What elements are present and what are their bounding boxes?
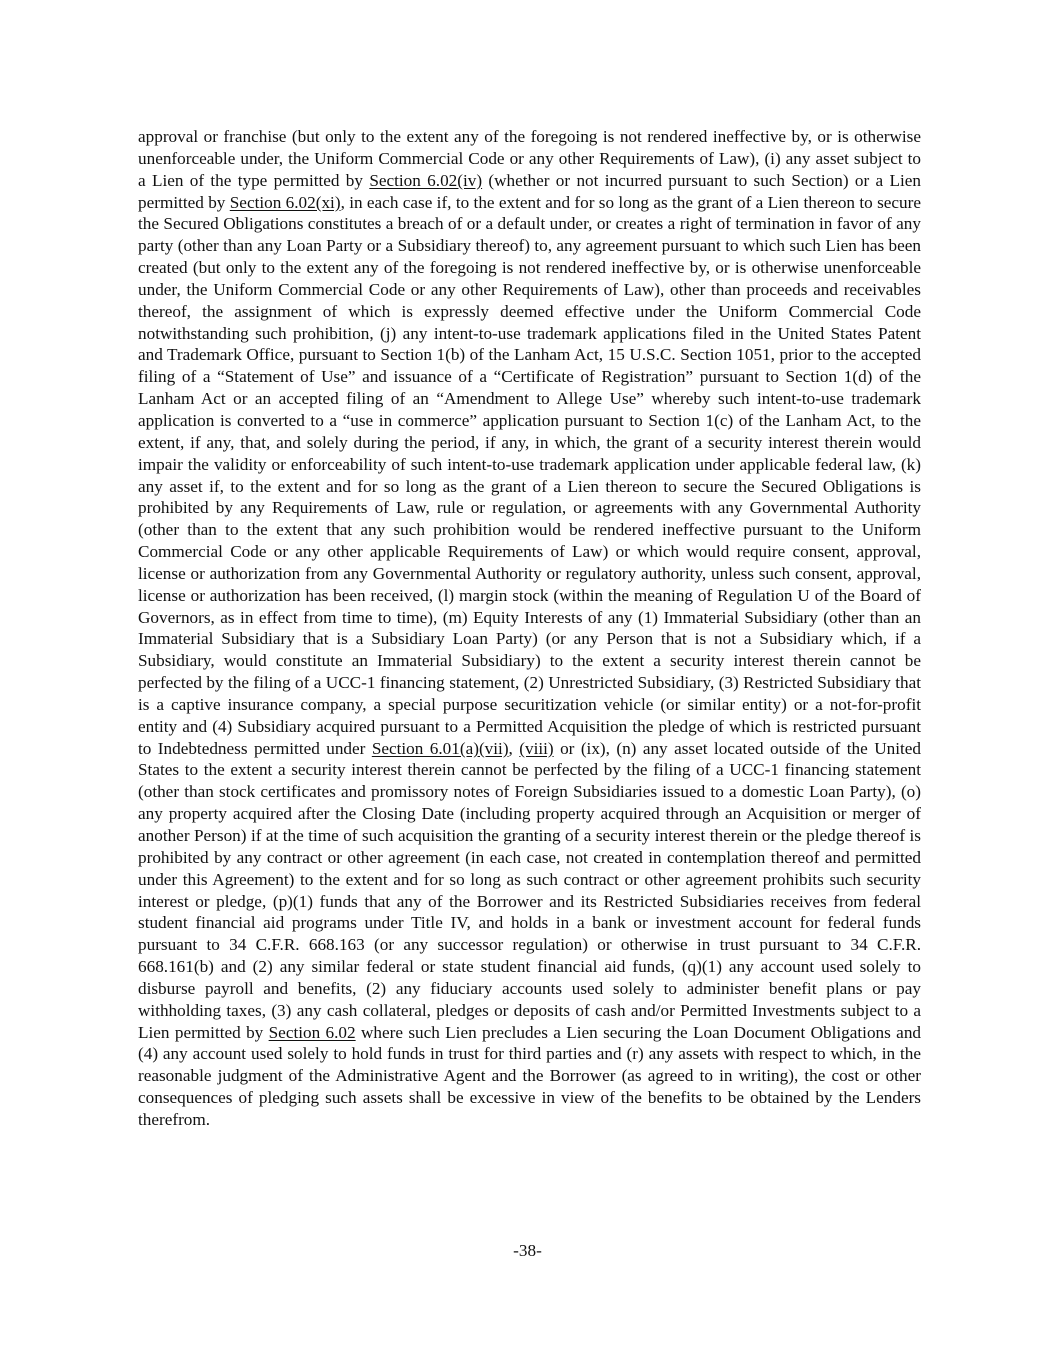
section-reference: Section 6.02(xi) bbox=[229, 192, 341, 212]
section-reference: Section 6.01(a)(vii) bbox=[371, 738, 509, 758]
text-segment: , in each case if, to the extent and for so long as the grant of a Lien thereon to secure the Secured Obligations constitutes a breach of or a default under, or creates a right of termination in favor of any party (other than any Loan Party or a Subsidiary thereof) to, any agreement pursuant to which such Lien has been created (but only to the extent any of the foregoing is not rendered ineffective by, or is otherwise unenforceable under, the Uniform Commercial Code or any other Requirements of Law), other than proceeds and receivables thereof, the assignment of which is expressly deemed effective under the Uniform Commercial Code notwithstanding such prohibition, (j) any intent-to-use trademark applications filed in the United States Patent and Trademark Office, pursuant to Section 1(b) of the Lanham Act, 15 U.S.C. Section 1051, prior to the accepted filing of a “Statement of Use” and issuance of a “Certificate of Registration” pursuant to Section 1(d) of the Lanham Act or an accepted filing of an “Amendment to Allege Use” whereby such intent-to-use trademark application is converted to a “use in commerce” application pursuant to Section 1(c) of the Lanham Act, to the extent, if any, that, and solely during the period, if any, in which, the grant of a security interest therein would impair the validity or enforceability of such intent-to-use trademark application under applicable federal law, (k) any asset if, to the extent and for so long as the grant of a Lien thereon to secure the Secured Obligations is prohibited by any Requirements of Law, rule or regulation, or agreements with any Governmental Authority (other than to the extent that any such prohibition would be rendered ineffective pursuant to the Uniform Commercial Code or any other applicable Requirements of Law) or which would require consent, approval, license or authorization from any Governmental Authority or regulatory authority, unless such consent, approval, license or authorization has been received, (l) margin stock (within the meaning of Regulation U of the Board of Governors, as in effect from time to time), (m) Equity Interests of any (1) Immaterial Subsidiary (other than an Immaterial Subsidiary that is a Subsidiary Loan Party) (or any Person that is not a Subsidiary which, if a Subsidiary, would constitute an Immaterial Subsidiary) to the extent a security interest therein cannot be perfected by the filing of a UCC-1 financing statement, (2) Unrestricted Subsidiary, (3) Restricted Subsidiary that is a captive insurance company, a special purpose securitization vehicle (or similar entity) or a not-for-profit entity and (4) Subsidiary acquired pursuant to a Permitted Acquisition the pledge of which is restricted pursuant to Indebtedness permitted under bbox=[138, 192, 921, 758]
text-segment: (whether or not incurred pursuant to such Section) or a Lien permitted by bbox=[138, 170, 921, 212]
text-segment: approval or franchise (but only to the extent any of the foregoing is not rendered ineffective by, or is otherwise unenforceable under, the Uniform Commercial Code or any other Requirements of Law), (i) any asset subject to a Lien of the type permitted by bbox=[138, 127, 921, 190]
text-segment: or (ix), (n) any asset located outside of the United States to the extent a security interest therein cannot be perfected by the filing of a UCC-1 financing statement (other than stock certificates and promissory notes of Foreign Subsidiaries issued to a domestic Loan Party), (o) any property acquired after the Closing Date (including property acquired through an Acquisition or merger of another Person) if at the time of such acquisition the granting of a security interest therein or the pledge thereof is prohibited by any contract or other agreement (in each case, not created in contemplation thereof and permitted under this Agreement) to the extent and for so long as such contract or other agreement prohibits such security interest or pledge, (p)(1) funds that any of the Borrower and its Restricted Subsidiaries receives from federal student financial aid programs under Title IV, and holds in a bank or investment account for federal funds pursuant to 34 C.F.R. 668.163 (or any successor regulation) or otherwise in trust pursuant to 34 C.F.R. 668.161(b) and (2) any similar federal or state student financial aid funds, (q)(1) any account used solely to disburse payroll and benefits, (2) any fiduciary accounts used solely to administer benefit plans or pay withholding taxes, (3) any cash collateral, pledges or deposits of cash and/or Permitted Investments subject to a Lien permitted by bbox=[138, 738, 921, 1042]
body-paragraph bbox=[138, 126, 921, 1131]
section-reference: Section 6.02 bbox=[268, 1022, 356, 1042]
text-segment: where such Lien precludes a Lien securing the Loan Document Obligations and (4) any account used solely to hold funds in trust for third parties and (r) any assets with respect to which, in the reasonable judgment of the Administrative Agent and the Borrower (as agreed to in writing), the cost or other consequences of pledging such assets shall be excessive in view of the benefits to be obtained by the Lenders therefrom. bbox=[138, 1022, 922, 1129]
text-segment: , bbox=[508, 738, 520, 758]
page-number: -38- bbox=[513, 1241, 542, 1260]
section-reference: (viii) bbox=[519, 738, 554, 758]
section-reference: Section 6.02(iv) bbox=[369, 170, 483, 190]
